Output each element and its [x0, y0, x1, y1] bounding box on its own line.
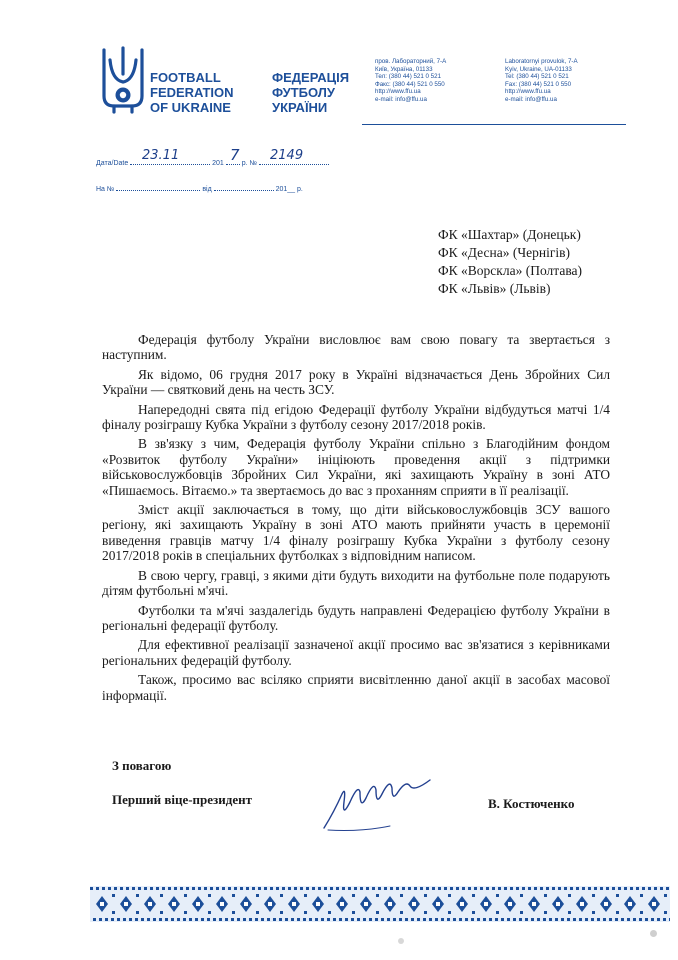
- address-line: e-mail: info@ffu.ua: [375, 95, 427, 103]
- letterhead-divider: [362, 124, 626, 125]
- body-paragraph: Федерація футболу України висловлює вам свою повагу та звертається з наступним.: [102, 332, 610, 363]
- recipient: ФК «Ворскла» (Полтава): [438, 263, 582, 278]
- date-label: Дата/Date: [96, 160, 129, 167]
- body-paragraph: В свою чергу, гравці, з якими діти будуть виходити на футбольне поле подарують дітям футбольні м'ячі.: [102, 567, 610, 599]
- body-paragraph: Для ефективної реалізації зазначеної акції просимо вас зв'язатися з керівниками регіональних федерацій футболу.: [102, 637, 610, 668]
- recipient: ФК «Шахтар» (Донецьк): [438, 227, 581, 242]
- federation-name-ua-line: УКРАЇНИ: [272, 100, 328, 115]
- signer-name: В. Костюченко: [488, 796, 575, 811]
- address-line: Kyiv, Ukraine, UA-01133: [505, 65, 572, 73]
- from-label: від: [202, 186, 212, 193]
- body-paragraph: В зв'язку з чим, Федерація футболу України спільно з Благодійним фондом «Розвиток футболу України» ініціюють проведення акції з підтримки військовослужбовців Збройних Сил України, які захищають Україну в зоні АТО «Пишаємось. Вітаємо.» та звертаємось до вас з проханням сприяти в її реалізації.: [102, 436, 610, 498]
- recipient: ФК «Львів» (Львів): [438, 281, 551, 296]
- reply-row: [96, 186, 303, 193]
- address-line: Fax: (380 44) 521 0 550: [505, 80, 572, 88]
- year-suffix: р.: [241, 160, 248, 167]
- address-line: Тел: (380 44) 521 0 521: [375, 73, 442, 81]
- recipient: ФК «Десна» (Чернігів): [438, 245, 570, 260]
- address-line: e-mail: info@ffu.ua: [505, 95, 557, 103]
- closing-regards: З повагою: [112, 758, 172, 773]
- trident-football-icon: [100, 46, 146, 114]
- date-handwritten: 23.11: [142, 148, 180, 163]
- federation-name-ua: [272, 70, 349, 115]
- body-paragraph: Футболки та м'ячі заздалегідь будуть направлені Федерацією футболу України в регіональні федерації футболу.: [102, 602, 610, 633]
- scan-dot: [650, 930, 657, 937]
- number-label: №: [249, 160, 258, 167]
- signer-position: Перший віце-президент: [112, 792, 252, 807]
- address-line: пров. Лабораторний, 7-А: [375, 58, 447, 65]
- body-paragraph: Як відомо, 06 грудня 2017 року в Україні відзначається День Збройних Сил України — святковий день на честь ЗСУ.: [102, 366, 610, 398]
- body-paragraph: Напередодні свята під егідою Федерації футболу України відбудуться матчі 1/4 фіналу розіграшу Кубка України з футболу сезону 2017/2018 років.: [102, 401, 610, 433]
- address-line: http://www.ffu.ua: [375, 88, 421, 96]
- address-line: http://www.ffu.ua: [505, 88, 551, 96]
- federation-name-ua-line: ФУТБОЛУ: [272, 85, 335, 100]
- ornament-border: [90, 886, 670, 922]
- reply-label: На №: [96, 186, 115, 193]
- address-ua: [375, 58, 446, 104]
- year-prefix: 201: [212, 160, 224, 167]
- federation-name-en: [150, 70, 234, 115]
- address-line: Київ, Україна, 01133: [375, 65, 433, 73]
- handwritten-signature: [320, 772, 436, 836]
- year2-label: 201__ р.: [275, 186, 303, 193]
- address-en: [505, 58, 578, 104]
- letter-body: [102, 332, 610, 707]
- scan-dot: [398, 938, 404, 944]
- federation-name-en-line: FEDERATION: [150, 85, 234, 100]
- number-handwritten: 2149: [270, 148, 304, 163]
- address-line: Tel: (380 44) 521 0 521: [505, 73, 569, 81]
- address-line: Laboratornyi provulok, 7-A: [505, 58, 578, 65]
- federation-name-en-line: OF UKRAINE: [150, 100, 231, 115]
- federation-name-ua-line: ФЕДЕРАЦІЯ: [272, 70, 350, 85]
- body-paragraph: Зміст акції заключається в тому, що діти військовослужбовців ЗСУ вашого регіону, які захищають Україну в зоні АТО мають прийняти участь в церемонії виведення гравців матчу 1/4 фіналу розіграшу Кубка України з футболу сезону 2017/2018 років в спеціальних футболках з відповідним написом.: [102, 502, 610, 564]
- year-handwritten: 7: [230, 146, 240, 164]
- body-paragraph: Також, просимо вас всіляко сприяти висвітленню даної акції в засобах масової інформації.: [102, 672, 610, 703]
- federation-name-en-line: FOOTBALL: [150, 70, 221, 85]
- address-line: Факс: (380 44) 521 0 550: [375, 80, 445, 88]
- recipients-block: [438, 226, 582, 298]
